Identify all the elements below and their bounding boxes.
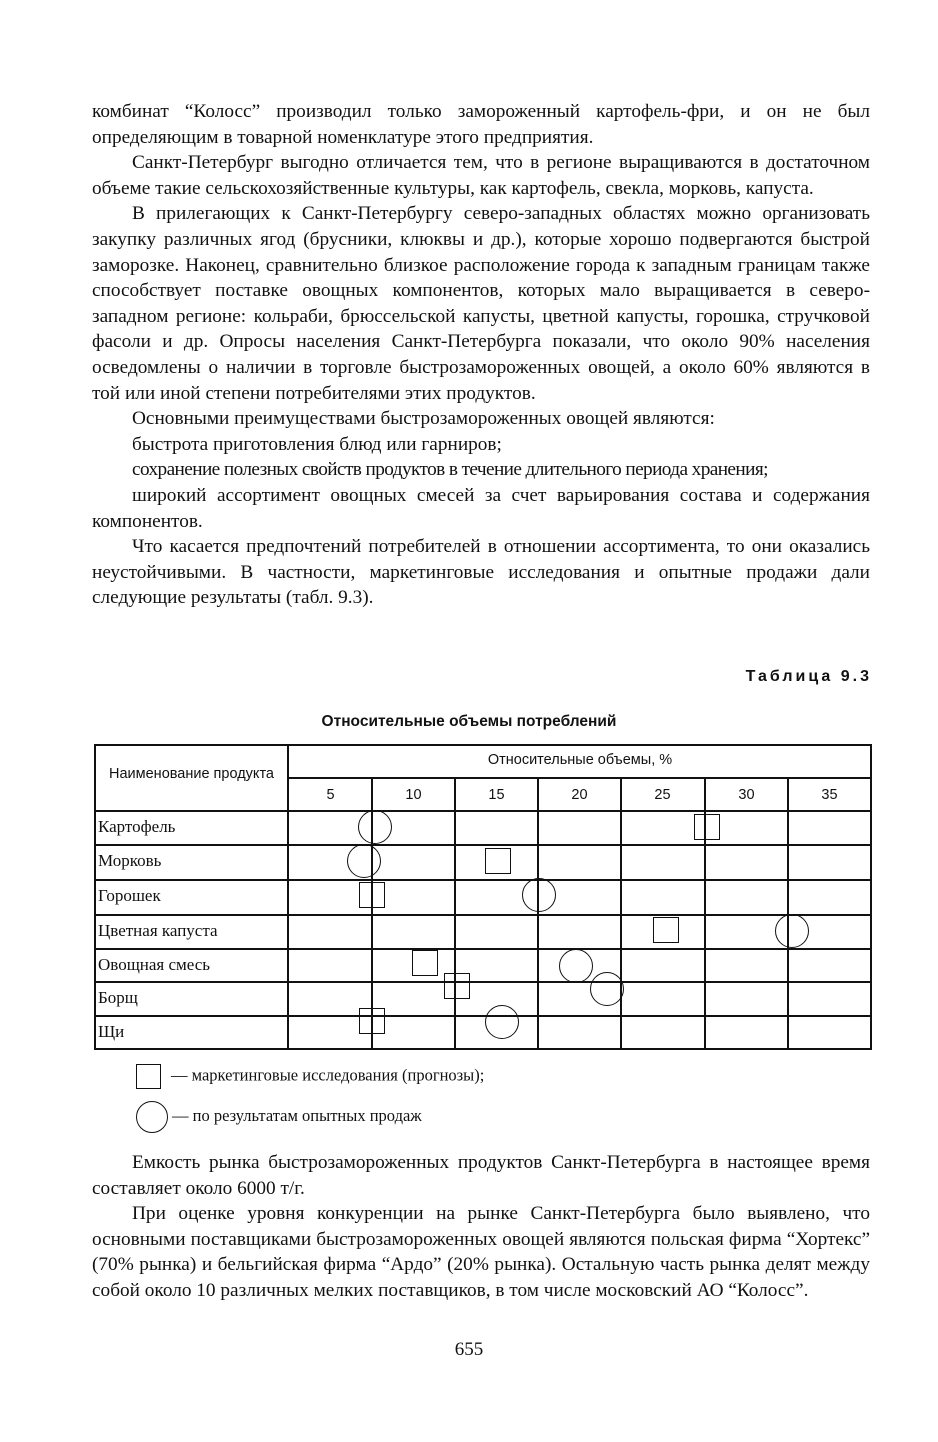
research-square-marker <box>653 917 679 943</box>
bottom-text <box>92 1150 870 1304</box>
consumption-table <box>94 744 872 1049</box>
column-divider <box>537 777 539 1050</box>
advantage-item-2: сохранение полезных свойств продуктов в течение длительного периода хранения; <box>132 459 768 481</box>
row-label-shchi: Щи <box>98 1022 125 1041</box>
row-label-cauliflower: Цветная капуста <box>98 921 218 940</box>
top-text <box>92 99 870 611</box>
header-bottom <box>94 810 872 812</box>
column-header-5: 5 <box>326 787 335 803</box>
research-square-marker <box>359 882 385 908</box>
sales-circle-marker <box>590 972 624 1006</box>
header-divider <box>288 777 872 779</box>
sales-circle-marker <box>347 844 381 878</box>
row-divider <box>94 914 872 916</box>
legend-sales <box>136 1101 422 1133</box>
column-header-15: 15 <box>488 787 505 803</box>
paragraph-market-capacity: Емкость рынка быстрозамороженных продуктов Санкт-Петербурга в настоящее время составляет около 6000 т/г. <box>92 1152 870 1199</box>
column-header-10: 10 <box>405 787 422 803</box>
row-divider <box>94 981 872 983</box>
legend-research <box>136 1064 484 1089</box>
legend-sales-label: — по результатам опытных продаж <box>172 1105 422 1125</box>
table-number-label: Таблица 9.3 <box>745 668 872 685</box>
table-title: Относительные объемы потреблений <box>321 713 617 730</box>
row-label-borscht: Борщ <box>98 988 138 1007</box>
column-divider <box>454 777 456 1050</box>
advantage-item-3: широкий ассортимент овощных смесей за счет варьирования состава и содержания компонентов. <box>92 484 870 532</box>
research-square-marker <box>444 973 470 999</box>
table-border-top <box>94 744 872 746</box>
column-header-20: 20 <box>571 787 588 803</box>
paragraph-preferences: Что касается предпочтений потребителей в отношении ассортимента, то они оказались неустойчивыми. В частности, маркетинговые исследования и опытные продажи дали следующие результаты (табл. 9.3). <box>92 536 870 609</box>
column-header-25: 25 <box>654 787 671 803</box>
table-border-left <box>94 744 96 1050</box>
column-divider <box>620 777 622 1050</box>
row-divider <box>94 879 872 881</box>
advantage-item-1: быстрота приготовления блюд или гарниров; <box>132 433 502 455</box>
circle-legend-icon <box>136 1101 168 1133</box>
row-divider <box>94 948 872 950</box>
sales-circle-marker <box>775 914 809 948</box>
table-border-bottom <box>94 1048 872 1050</box>
paragraph-competition: При оценке уровня конкуренции на рынке Санкт-Петербурга было выявлено, что основными поставщиками быстрозамороженных овощей являются польская фирма “Хортекс” (70% рынка) и бельгийская фирма “Ардо” (20% рынка). Остальную часть рынка делят между собой около 10 различных мелких поставщиков, в том числе московский АО “Колосс”. <box>92 1203 870 1301</box>
row-label-vegetable-mix: Овощная смесь <box>98 955 211 974</box>
paragraph-advantages-intro: Основными преимуществами быстрозамороженных овощей являются: <box>132 408 715 430</box>
research-square-marker <box>485 848 511 874</box>
sales-circle-marker <box>559 949 593 983</box>
sales-circle-marker <box>485 1005 519 1039</box>
paragraph-supply: В прилегающих к Санкт-Петербургу северо-западных областях можно организовать закупку различных ягод (брусники, клюквы и др.), которые хорошо подвергаются быстрой заморозке. Наконец, сравнительно близкое расположение города к западным границам также способствует поставке овощных компонентов, которых мало выращивается в северо-западном регионе: кольраби, брюссельской капусты, цветной капусты, горошка, стручковой фасоли и др. Опросы населения Санкт-Петербурга показали, что около 90% населения осведомлены о наличии в торговле быстрозамороженных овощей, а около 60% являются в той или иной степени потребителями этих продуктов. <box>92 203 870 404</box>
paragraph-continuation: комбинат “Колосс” производил только замороженный картофель-фри, и он не был определяющим в товарной номенклатуре этого предприятия. <box>92 101 870 148</box>
research-square-marker <box>412 950 438 976</box>
column-header-35: 35 <box>821 787 838 803</box>
paragraph-region: Санкт-Петербург выгодно отличается тем, что в регионе выращиваются в достаточном объеме такие сельскохозяйственные культуры, как картофель, свекла, морковь, капуста. <box>92 152 870 199</box>
row-label-potato: Картофель <box>98 817 176 836</box>
row-label-carrot: Морковь <box>98 851 162 870</box>
column-header-30: 30 <box>738 787 755 803</box>
row-divider <box>94 844 872 846</box>
research-square-marker <box>359 1008 385 1034</box>
square-legend-icon <box>136 1064 161 1089</box>
row-divider <box>94 1015 872 1017</box>
sales-circle-marker <box>358 810 392 844</box>
sales-circle-marker <box>522 878 556 912</box>
row-label-peas: Горошек <box>98 886 161 905</box>
legend-research-label: — маркетинговые исследования (прогнозы); <box>171 1065 485 1085</box>
page-number: 655 <box>454 1339 484 1360</box>
research-square-marker <box>694 814 720 840</box>
header-relative-volumes: Относительные объемы, % <box>487 752 673 768</box>
header-product-name: Наименование продукта <box>109 766 274 782</box>
